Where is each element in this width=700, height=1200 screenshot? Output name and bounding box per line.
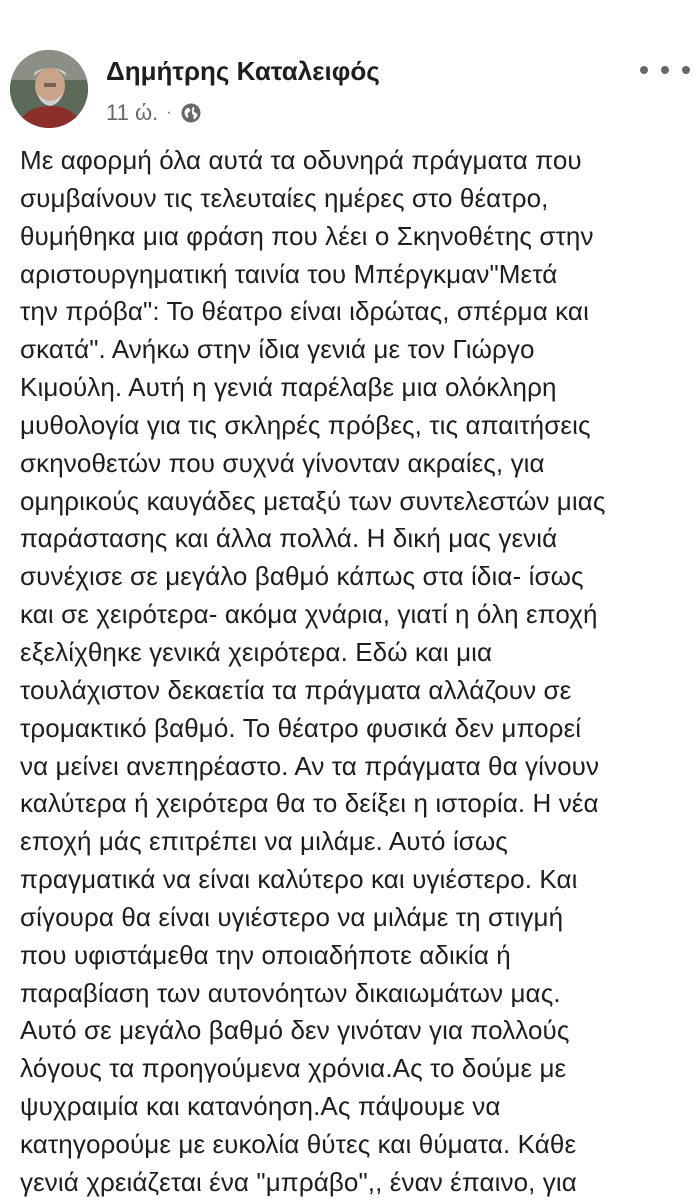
post-text-line: αριστουργηματική ταινία του Μπέργκμαν"Μετά xyxy=(20,258,558,289)
post-text-line: παράστασης και άλλα πολλά. Η δική μας γενιά xyxy=(20,523,558,554)
more-dot xyxy=(682,66,690,74)
post-text-line: και σε χειρότερα- ακόμα χνάρια, γιατί η όλη εποχή xyxy=(20,599,598,630)
meta-separator: · xyxy=(166,104,172,121)
post-text-line: εποχή μάς επιτρέπει να μιλάμε. Αυτό ίσως xyxy=(20,826,508,857)
post-text-line: παραβίαση των αυτονόητων δικαιωμάτων μας. xyxy=(20,977,561,1008)
post-text-line: Με αφορμή όλα αυτά τα οδυνηρά πράγματα που xyxy=(20,145,582,175)
author-avatar[interactable] xyxy=(10,50,88,128)
more-dot xyxy=(640,66,648,74)
post-text-line: θυμήθηκα μια φράση που λέει ο Σκηνοθέτης στην xyxy=(20,220,594,251)
post-text-line: που υφιστάμεθα την οποιαδήποτε αδικία ή xyxy=(20,939,511,970)
more-options-icon[interactable] xyxy=(640,55,690,85)
post-text-line: Κιμούλη. Αυτή η γενιά παρέλαβε μια ολόκληρη xyxy=(20,372,557,403)
post-body xyxy=(20,142,690,1200)
post-text-line: ψυχραιμία και κατανόηση.Ας πάψουμε να xyxy=(20,1091,501,1122)
post-text-line: να μείνει ανεπηρέαστο. Αν τα πράγματα θα γίνουν xyxy=(20,750,600,781)
post-text-line: εξελίχθηκε γενικά χειρότερα. Εδώ και μια xyxy=(20,636,493,667)
post-text-line: γενιά χρειάζεται ένα "μπράβο",, έναν έπαινο, για xyxy=(20,1166,577,1197)
post-text-line: καλύτερα ή χειρότερα θα το δείξει η ιστορία. Η νέα xyxy=(20,788,599,819)
post-text-line: μυθολογία για τις σκληρές πρόβες, τις απαιτήσεις xyxy=(20,409,591,440)
post-header xyxy=(0,0,700,145)
author-name[interactable]: Δημήτρης Καταλειφός xyxy=(106,56,380,86)
post-text-line: κατηγορούμε με ευκολία θύτες και θύματα. Κάθε xyxy=(20,1128,577,1159)
profile-photo-icon xyxy=(10,50,88,128)
post-text-line: σκατά". Ανήκω στην ίδια γενιά με τον Γιώργο xyxy=(20,334,535,365)
post-text-line: σίγουρα θα είναι υγιέστερο να μιλάμε τη στιγμή xyxy=(20,901,564,932)
post-text-line: τουλάχιστον δεκαετία τα πράγματα αλλάζουν σε xyxy=(20,674,572,705)
post-timestamp[interactable]: 11 ώ. xyxy=(106,100,159,125)
post-text-line: συνέχισε σε μεγάλο βαθμό κάπως στα ίδια- ίσως xyxy=(20,561,584,592)
post-text-line: πραγματικά να είναι καλύτερο και υγιέστερο. Και xyxy=(20,864,578,895)
post-text-line: λόγους τα προηγούμενα χρόνια.Ας το δούμε με xyxy=(20,1053,567,1084)
post-text-line: την πρόβα": Το θέατρο είναι ιδρώτας, σπέρμα και xyxy=(20,296,589,327)
post-text-line: τρομακτικό βαθμό. Το θέατρο φυσικά δεν μπορεί xyxy=(20,712,582,743)
post-meta xyxy=(106,98,202,128)
globe-icon[interactable] xyxy=(180,102,202,124)
post-text-line: ομηρικούς καυγάδες μεταξύ των συντελεστών μιας xyxy=(20,485,606,516)
post-text-line: σκηνοθετών που συχνά γίνονταν ακραίες, για xyxy=(20,447,545,478)
more-dot xyxy=(661,66,669,74)
post-text-line: συμβαίνουν τις τελευταίες ημέρες στο θέατρο, xyxy=(20,182,549,213)
post-text-line: Αυτό σε μεγάλο βαθμό δεν γινόταν για πολλούς xyxy=(20,1015,570,1046)
